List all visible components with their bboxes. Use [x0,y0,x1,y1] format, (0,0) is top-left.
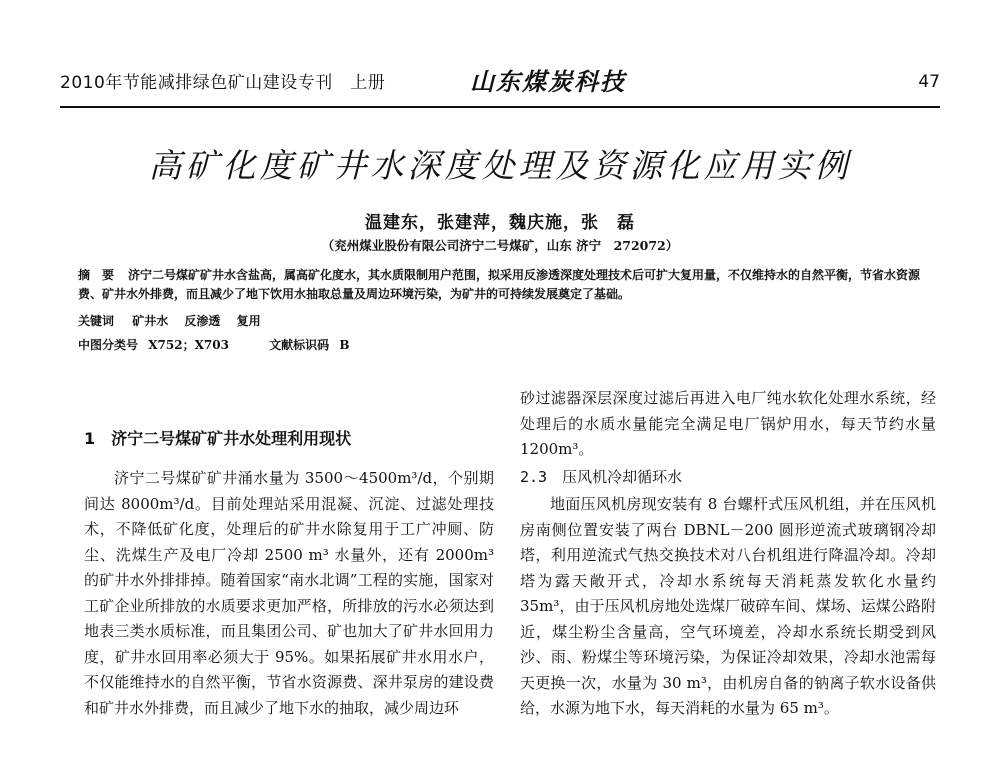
keywords-line [78,312,933,329]
abstract-label: 摘 要 [78,268,115,282]
section-2-3-paragraph: 地面压风机房现安装有 8 台螺杆式压风机组，并在压风机房南侧位置安装了两台 DBNL－200 圆形逆流式玻璃钢冷却塔，利用逆流式气热交换技术对八台机组进行降温冷却。冷却塔为露天敞开式，冷却水系统每天消耗蒸发软化水量约 35m³，由于压风机房地处选煤厂破碎车间、煤场、运煤公路附近，煤尘粉尘含量高，空气环境差，冷却水系统长期受到风沙、雨、粉煤尘等环境污染，为保证冷却效果，冷却水池需每天更换一次，水量为 30 m³，由机房自备的钠离子软水设备供给，水源为地下水，每天消耗的水量为 65 m³。 [520,495,936,717]
continuation-paragraph: 砂过滤器深层深度过滤后再进入电厂纯水软化处理水系统，经处理后的水质水量能完全满足电厂锅炉用水，每天节约水量 1200m³。 [520,389,936,458]
keywords-label: 关键词 [78,314,115,328]
running-header [60,62,940,102]
article-authors: 温建东，张建萍，魏庆施，张 磊 [365,213,635,233]
right-column-continuation [520,386,936,463]
section-1-paragraph: 济宁二号煤矿矿井涌水量为 3500～4500m³/d，个别期间达 8000m³/d。目前处理站采用混凝、沉淀、过滤处理技术，不降低矿化度，处理后的矿井水除复用于工广冲厕、防尘、洗煤生产及电厂冷却 2500 m³ 水量外，还有 2000m³ 的矿井水外排排掉。随着国家“南水北调”工程的实施，国家对工矿企业所排放的水质要求更加严格，所排放的污水必须达到地表三类水质标准，而且集团公司、矿也加大了矿井水回用力度，矿井水回用率必须大于 95%。如果拓展矿井水用水户，不仅能维持水的自然平衡，节省水资源费、深井泵房的建设费和矿井水外排费，而且减少了地下水的抽取，减少周边环 [84,469,494,717]
class-label: 中图分类号 [78,338,139,352]
article-affiliation: （兖州煤业股份有限公司济宁二号煤矿，山东 济宁 272072） [321,238,679,253]
right-column-body [520,492,936,722]
keyword: 反渗透 [184,314,221,328]
section-2-3-heading: 2.3 压风机冷却循环水 [520,468,683,486]
doccode-value: B [339,338,350,352]
doccode-label: 文献标识码 [269,338,330,352]
abstract-text: 济宁二号煤矿矿井水含盐高，属高矿化度水，其水质限制用户范围，拟采用反渗透深度处理技术后可扩大复用量，不仅维持水的自然平衡，节省水资源费、矿井水外排费，而且减少了地下饮用水抽取总量及周边环境污染，为矿井的可持续发展奠定了基础。 [78,268,921,301]
keyword: 矿井水 [132,314,169,328]
abstract [78,266,933,304]
keyword: 复用 [236,314,261,328]
header-rule [60,106,940,108]
journal-logo: 山东煤炭科技 [470,67,626,96]
page-number: 47 [918,72,940,92]
journal-issue: 2010年节能减排绿色矿山建设专刊 上册 [60,73,386,93]
class-value: X752；X703 [148,338,229,352]
classification-line [78,336,933,353]
left-column [84,466,494,721]
section-1-heading: 1 济宁二号煤矿矿井水处理利用现状 [84,429,352,448]
article-title: 高矿化度矿井水深度处理及资源化应用实例 [148,146,852,185]
